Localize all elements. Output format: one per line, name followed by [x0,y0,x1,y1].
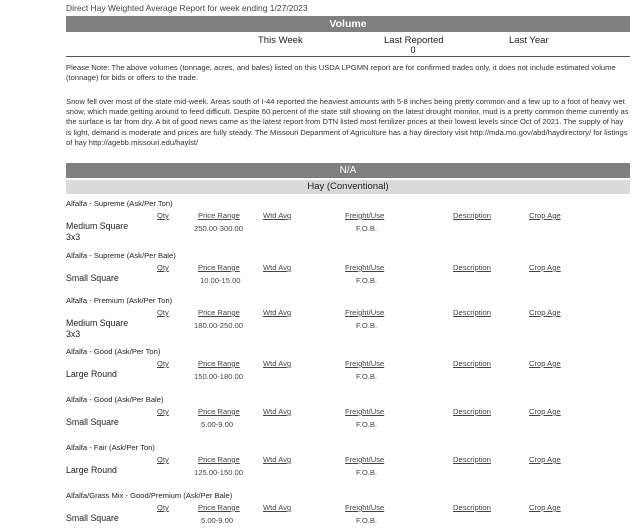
header-freight: Freight/Use [345,407,385,416]
header-wtd-avg: Wtd Avg [263,503,292,512]
price-section [0,296,640,346]
section-title: Alfalfa - Fair (Ask/Per Ton) [66,443,155,452]
header-wtd-avg: Wtd Avg [263,359,292,368]
header-price-range: Price Range [198,263,240,272]
volume-col-last-year: Last Year [509,35,549,46]
price-range: 5.00-9.00 [201,516,234,525]
freight-value: F.O.B. [356,516,378,525]
section-title: Alfalfa - Supreme (Ask/Per Ton) [66,199,173,208]
hay-type-bar: Hay (Conventional) [66,180,630,194]
header-description: Description [453,308,491,317]
report-title: Direct Hay Weighted Average Report for week ending 1/27/2023 [66,3,308,13]
header-crop-age: Crop Age [529,407,561,416]
header-price-range: Price Range [198,359,240,368]
header-price-range: Price Range [198,407,240,416]
freight-value: F.O.B. [356,468,378,477]
volume-header: Volume [66,16,630,32]
market-commentary: Snow fell over most of the state mid-week. Areas south of I-44 reported the heaviest amounts with 5-8 inches being pretty common and a few up to a foot of heavy wet snow, which made getting around to feed difficult. Despite 60 percent of the state still showing on the latest drought monitor, mud is a pretty common theme currently as the surface is far from dry. A bit of good news came as the latest report from DTN listed most fertilizer prices at their lowest levels since Oct of 2021. The supply of hay is light, demand is moderate and prices are fully steady. The Missouri Department of Agriculture has a hay directory visit http://mda.mo.gov/abd/haydirectory/ for listings of hay http://agebb.missouri.edu/haylst/ [66,97,629,147]
price-range: 5.00-9.00 [201,420,234,429]
header-crop-age: Crop Age [529,503,561,512]
header-crop-age: Crop Age [529,359,561,368]
class-name: Medium Square 3x3 [66,221,129,242]
class-name: Large Round [66,465,117,475]
header-wtd-avg: Wtd Avg [263,308,292,317]
class-name: Small Square [66,273,119,283]
header-freight: Freight/Use [345,503,385,512]
volume-note: Please Note: The above volumes (tonnage, acres, and bales) listed on this USDA LPGMN report are for confirmed trades only, it does not include estimated volume (tonnage) for bids or offers to the trade. [66,63,616,83]
price-section [0,199,640,249]
header-wtd-avg: Wtd Avg [263,407,292,416]
price-range: 250.00-300.00 [194,224,243,233]
header-qty: Qty [157,455,169,464]
freight-value: F.O.B. [356,321,378,330]
header-description: Description [453,455,491,464]
header-description: Description [453,503,491,512]
volume-divider [66,56,630,57]
header-freight: Freight/Use [345,455,385,464]
section-title: Alfalfa - Supreme (Ask/Per Bale) [66,251,176,260]
header-description: Description [453,211,491,220]
header-qty: Qty [157,359,169,368]
header-price-range: Price Range [198,211,240,220]
price-section [0,395,640,445]
header-description: Description [453,407,491,416]
price-range: 150.00-180.00 [194,372,243,381]
header-price-range: Price Range [198,308,240,317]
price-range: 180.00-250.00 [194,321,243,330]
header-crop-age: Crop Age [529,308,561,317]
header-freight: Freight/Use [345,263,385,272]
class-name: Large Round [66,369,117,379]
section-title: Alfalfa - Premium (Ask/Per Ton) [66,296,173,305]
header-crop-age: Crop Age [529,263,561,272]
header-wtd-avg: Wtd Avg [263,211,292,220]
header-description: Description [453,359,491,368]
header-price-range: Price Range [198,455,240,464]
header-qty: Qty [157,503,169,512]
freight-value: F.O.B. [356,276,378,285]
header-description: Description [453,263,491,272]
header-crop-age: Crop Age [529,211,561,220]
freight-value: F.O.B. [356,420,378,429]
header-price-range: Price Range [198,503,240,512]
class-name: Small Square [66,417,119,427]
header-qty: Qty [157,407,169,416]
price-range: 125.00-150.00 [194,468,243,477]
header-qty: Qty [157,211,169,220]
price-section [0,443,640,493]
header-crop-age: Crop Age [529,455,561,464]
price-section [0,347,640,397]
freight-value: F.O.B. [356,372,378,381]
header-qty: Qty [157,263,169,272]
header-freight: Freight/Use [345,308,385,317]
volume-last-reported-value: 0 [410,45,416,55]
section-title: Alfalfa - Good (Ask/Per Bale) [66,395,164,404]
section-title: Alfalfa/Grass Mix - Good/Premium (Ask/Per Bale) [66,491,233,500]
header-freight: Freight/Use [345,359,385,368]
header-wtd-avg: Wtd Avg [263,455,292,464]
header-qty: Qty [157,308,169,317]
header-freight: Freight/Use [345,211,385,220]
volume-col-last-reported: Last Reported [384,35,444,46]
volume-col-this-week: This Week [258,35,303,46]
header-wtd-avg: Wtd Avg [263,263,292,272]
class-name: Medium Square 3x3 [66,318,129,339]
class-name: Small Square [66,513,119,523]
region-bar: N/A [66,163,630,178]
price-section [0,251,640,301]
section-title: Alfalfa - Good (Ask/Per Ton) [66,347,161,356]
freight-value: F.O.B. [356,224,378,233]
price-range: 10.00-15.00 [200,276,241,285]
price-section [0,491,640,530]
